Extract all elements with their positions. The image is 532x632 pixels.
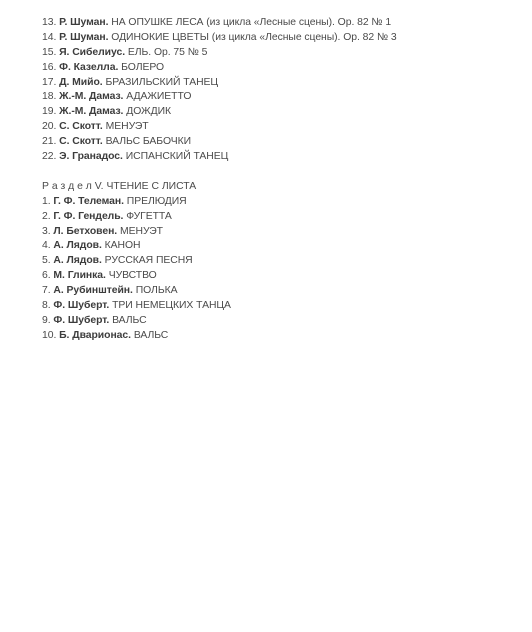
item-number: 20. [42, 121, 57, 133]
item-number: 4. [42, 240, 51, 252]
list-item [42, 195, 522, 210]
list-item [42, 269, 522, 284]
list-item [42, 329, 522, 344]
item-number: 14. [42, 31, 57, 43]
composer-name: Я. Сибелиус. [59, 46, 126, 58]
list-item [42, 284, 522, 299]
item-number: 8. [42, 300, 51, 312]
composer-name: С. Скотт. [59, 121, 103, 133]
item-number: 2. [42, 210, 51, 222]
work-title: ИСПАНСКИЙ ТАНЕЦ [125, 151, 229, 163]
list-item [42, 254, 522, 269]
composer-name: Р. Шуман. [59, 31, 109, 43]
sight-reading-list [42, 195, 522, 344]
item-number: 17. [42, 76, 57, 88]
composer-name: Ф. Шуберт. [53, 314, 110, 326]
section-heading: Р а з д е л V. ЧТЕНИЕ С ЛИСТА [42, 180, 197, 192]
item-number: 3. [42, 225, 51, 237]
item-number: 22. [42, 151, 57, 163]
list-item [42, 76, 522, 91]
work-title: ВАЛЬС БАБОЧКИ [105, 136, 192, 148]
work-title: РУССКАЯ ПЕСНЯ [104, 255, 193, 267]
list-item [42, 61, 522, 76]
composer-name: М. Глинка. [53, 270, 106, 282]
item-number: 18. [42, 91, 57, 103]
composer-name: Ж.-М. Дамаз. [59, 91, 124, 103]
work-title: ОДИНОКИЕ ЦВЕТЫ (из цикла «Лесные сцены). Ор. 82 № 3 [111, 31, 397, 43]
work-title: КАНОН [104, 240, 141, 252]
work-title: НА ОПУШКЕ ЛЕСА (из цикла «Лесные сцены). Ор. 82 № 1 [111, 17, 392, 28]
section-spacer [42, 165, 522, 180]
composer-name: Э. Гранадос. [59, 151, 123, 163]
composer-name: Б. Дварионас. [59, 329, 131, 341]
item-number: 19. [42, 106, 57, 118]
item-number: 13. [42, 17, 57, 28]
list-item [42, 210, 522, 225]
list-item [42, 239, 522, 254]
composer-name: А. Лядов. [53, 255, 102, 267]
item-number: 6. [42, 270, 51, 282]
composer-name: С. Скотт. [59, 136, 103, 148]
work-title: БОЛЕРО [121, 61, 165, 73]
list-item [42, 150, 522, 165]
work-title: ЧУВСТВО [108, 270, 157, 282]
composer-name: Р. Шуман. [59, 17, 109, 28]
list-item [42, 105, 522, 120]
composer-name: Ф. Казелла. [59, 61, 119, 73]
list-item [42, 314, 522, 329]
work-title: АДАЖИЕТТО [126, 91, 192, 103]
composer-name: Г. Ф. Телеман. [53, 195, 124, 207]
work-title: ФУГЕТТА [126, 210, 172, 222]
composer-name: Г. Ф. Гендель. [53, 210, 124, 222]
list-item [42, 16, 522, 31]
document-content [42, 16, 522, 344]
work-title: ВАЛЬС [133, 329, 169, 341]
composer-name: Ж.-М. Дамаз. [59, 106, 124, 118]
repertoire-list-continued [42, 16, 522, 165]
item-number: 7. [42, 285, 51, 297]
work-title: ТРИ НЕМЕЦКИХ ТАНЦА [112, 300, 231, 312]
item-number: 16. [42, 61, 57, 73]
list-item [42, 120, 522, 135]
work-title: МЕНУЭТ [120, 225, 163, 237]
list-item [42, 225, 522, 240]
work-title: ЕЛЬ. Ор. 75 № 5 [127, 46, 208, 58]
composer-name: Л. Бетховен. [53, 225, 118, 237]
item-number: 21. [42, 136, 57, 148]
item-number: 15. [42, 46, 57, 58]
item-number: 9. [42, 314, 51, 326]
work-title: ПРЕЛЮДИЯ [126, 195, 187, 207]
composer-name: Д. Мийо. [59, 76, 103, 88]
work-title: ВАЛЬС [112, 314, 147, 326]
work-title: ДОЖДИК [126, 106, 171, 118]
list-item [42, 90, 522, 105]
item-number: 1. [42, 195, 51, 207]
list-item [42, 299, 522, 314]
list-item [42, 46, 522, 61]
work-title: БРАЗИЛЬСКИЙ ТАНЕЦ [105, 76, 219, 88]
list-item [42, 135, 522, 150]
item-number: 10. [42, 329, 57, 341]
composer-name: А. Лядов. [53, 240, 102, 252]
item-number: 5. [42, 255, 51, 267]
composer-name: Ф. Шуберт. [53, 300, 110, 312]
list-item [42, 31, 522, 46]
composer-name: А. Рубинштейн. [53, 285, 133, 297]
work-title: МЕНУЭТ [105, 121, 149, 133]
work-title: ПОЛЬКА [135, 285, 178, 297]
